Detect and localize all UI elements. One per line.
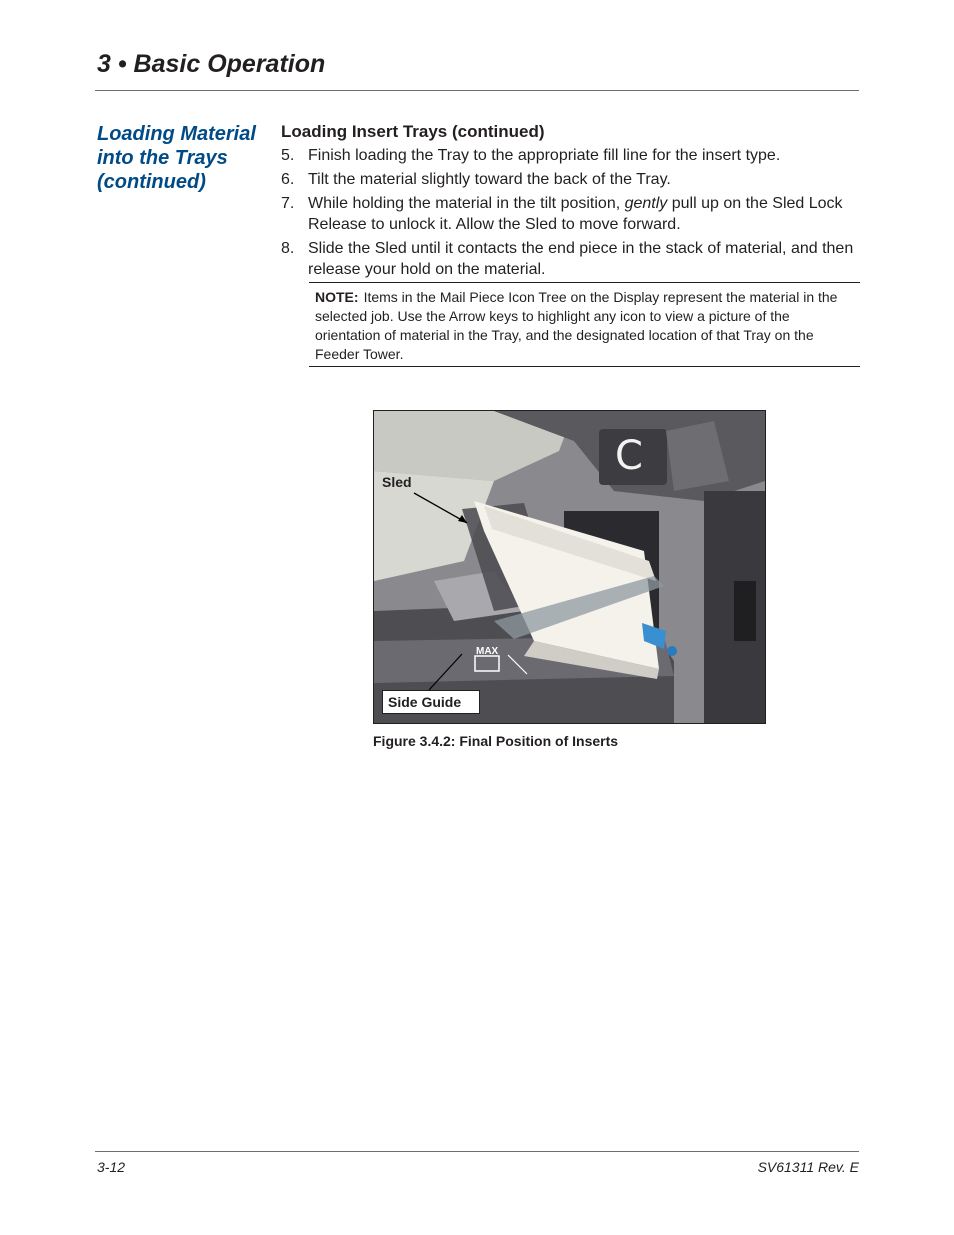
figure-caption: Figure 3.4.2: Final Position of Inserts	[373, 733, 619, 749]
step-text: Finish loading the Tray to the appropriate fill line for the insert type.	[308, 147, 781, 164]
step-list	[281, 145, 861, 283]
step-item	[281, 238, 861, 280]
note-text: Items in the Mail Piece Icon Tree on the Display represent the material in the selected job. Use the Arrow keys to highlight any icon to view a picture of the orientation of material in the Tray, and the designated location of that Tray on the Feeder Tower.	[315, 289, 838, 362]
note-label: NOTE:	[315, 289, 359, 305]
tray-letter: C	[615, 433, 643, 479]
step-text	[308, 193, 861, 235]
step-text: Tilt the material slightly toward the back of the Tray.	[308, 171, 671, 188]
step-text: Slide the Sled until it contacts the end piece in the stack of material, and then release your hold on the material.	[308, 240, 854, 278]
feeder-tray-illustration	[374, 411, 765, 723]
side-heading: Loading Material into the Trays (continued)	[97, 123, 256, 193]
section-heading: Loading Insert Trays (continued)	[281, 122, 545, 141]
callout-side-guide: Side Guide	[382, 690, 480, 714]
page-number: 3-12	[97, 1159, 126, 1175]
step-text-end: pull up on the Sled Lock Release to unlock it. Allow the Sled to move forward.	[308, 195, 843, 233]
chapter-title: 3 • Basic Operation	[97, 50, 326, 78]
step-item	[281, 145, 861, 166]
max-fill-label: MAX	[476, 646, 499, 657]
step-item	[281, 169, 861, 190]
figure-photo	[373, 410, 766, 724]
document-revision: SV61311 Rev. E	[757, 1159, 859, 1175]
step-text-start: While holding the material in the tilt position,	[308, 195, 625, 212]
header-divider	[95, 90, 859, 91]
callout-sled: Sled	[382, 474, 412, 490]
step-number: 5.	[281, 147, 295, 164]
note-box	[309, 282, 860, 367]
step-number: 7.	[281, 195, 295, 212]
step-emphasis: gently	[624, 195, 668, 212]
footer-divider	[95, 1151, 859, 1152]
step-number: 8.	[281, 240, 295, 257]
step-number: 6.	[281, 171, 295, 188]
step-item	[281, 193, 861, 235]
